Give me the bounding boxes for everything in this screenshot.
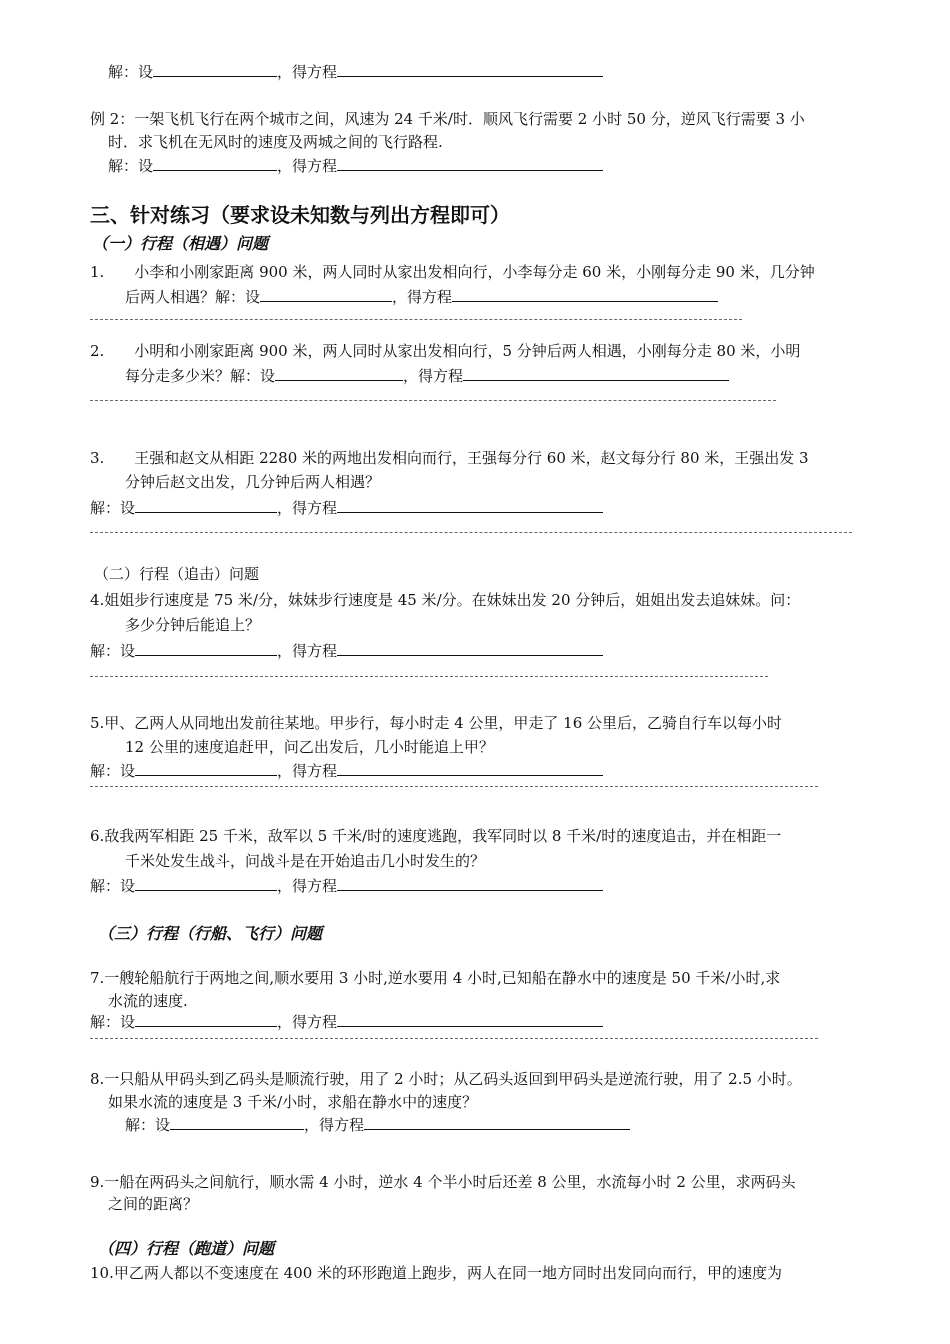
answer-blank[interactable]: [275, 364, 403, 381]
answer-blank[interactable]: [135, 1010, 277, 1027]
question-8-line-2: 如果水流的速度是 3 千米/小时，求船在静水中的速度？: [108, 1093, 478, 1111]
solve-line: [108, 60, 603, 84]
question-2-line-1: 2. 小明和小刚家距离 900 米，两人同时从家出发相向行，5 分钟后两人相遇，小刚每分走 80 米，小明: [90, 342, 801, 360]
question-5-line-1: 5.甲、乙两人从同地出发前往某地。甲步行，每小时走 4 公里，甲走了 16 公里后，乙骑自行车以每小时: [90, 714, 783, 732]
question-1-text: 后两人相遇？解：设: [125, 288, 261, 306]
question-4-line-2: 多少分钟后能追上？: [125, 616, 261, 634]
question-8-line-1: 8.一只船从甲码头到乙码头是顺流行驶，用了 2 小时；从乙码头返回到甲码头是逆流行驶，用了 2.5 小时。: [90, 1070, 802, 1088]
equation-prefix: ，得方程: [277, 63, 338, 81]
question-9-line-1: 9.一船在两码头之间航行，顺水需 4 小时，逆水 4 个半小时后还差 8 公里，水流每小时 2 公里，求两码头: [90, 1173, 796, 1191]
equation-blank[interactable]: [337, 759, 603, 776]
dashed-divider: [90, 532, 852, 533]
solve-line: [90, 496, 603, 520]
question-9-line-2: 之间的距离？: [108, 1195, 199, 1213]
equation-prefix: ，得方程: [277, 1013, 338, 1031]
equation-blank[interactable]: [463, 364, 729, 381]
question-10-line-1: 10.甲乙两人都以不变速度在 400 米的环形跑道上跑步，两人在同一地方同时出发同向而行，甲的速度为: [90, 1264, 783, 1282]
solve-prefix: 解：设: [125, 1116, 171, 1134]
equation-blank[interactable]: [337, 874, 603, 891]
answer-blank[interactable]: [260, 285, 392, 302]
equation-blank[interactable]: [337, 1010, 603, 1027]
question-6-line-2: 千米处发生战斗，问战斗是在开始追击几小时发生的？: [125, 852, 486, 870]
solve-prefix: 解：设: [90, 1013, 136, 1031]
equation-prefix: ，得方程: [277, 157, 338, 175]
question-7-line-2: 水流的速度.: [108, 992, 188, 1010]
solve-line: [90, 874, 603, 898]
equation-blank[interactable]: [337, 60, 603, 77]
question-5-line-2: 12 公里的速度追赶甲，问乙出发后，几小时能追上甲？: [125, 738, 494, 756]
equation-prefix: ，得方程: [277, 762, 338, 780]
question-6-line-1: 6.敌我两军相距 25 千米，敌军以 5 千米/时的速度逃跑，我军同时以 8 千米/时的速度追击，并在相距一: [90, 827, 782, 845]
solve-prefix: 解：设: [108, 63, 154, 81]
answer-blank[interactable]: [135, 874, 277, 891]
question-7-line-1: 7.一艘轮船航行于两地之间,顺水要用 3 小时,逆水要用 4 小时,已知船在静水中的速度是 50 千米/小时,求: [90, 969, 781, 987]
equation-prefix: ，得方程: [304, 1116, 365, 1134]
solve-line: [90, 639, 603, 663]
answer-blank[interactable]: [135, 759, 277, 776]
question-1-line-1: 1. 小李和小刚家距离 900 米，两人同时从家出发相向行，小李每分走 60 米，小刚每分走 90 米，几分钟: [90, 263, 815, 281]
solve-prefix: 解：设: [90, 499, 136, 517]
solve-line: [125, 1113, 630, 1137]
answer-blank[interactable]: [153, 60, 277, 77]
equation-blank[interactable]: [452, 285, 718, 302]
solve-prefix: 解：设: [90, 642, 136, 660]
answer-blank[interactable]: [135, 496, 277, 513]
equation-prefix: ，得方程: [277, 642, 338, 660]
question-2-text: 每分走多少米？解：设: [125, 367, 276, 385]
subsection-title: （一）行程（相遇）问题: [92, 234, 269, 253]
question-3-line-1: 3. 王强和赵文从相距 2280 米的两地出发相向而行，王强每分行 60 米，赵文每分行 80 米，王强出发 3: [90, 449, 809, 467]
solve-prefix: 解：设: [108, 157, 154, 175]
solve-line: [90, 1010, 603, 1034]
equation-blank[interactable]: [337, 496, 603, 513]
equation-blank[interactable]: [337, 154, 603, 171]
subsection-title: （四）行程（跑道）问题: [98, 1239, 275, 1258]
dashed-divider: [90, 1038, 818, 1039]
answer-blank[interactable]: [170, 1113, 304, 1130]
equation-prefix: ，得方程: [403, 367, 464, 385]
solve-line: [90, 759, 603, 783]
dashed-divider: [90, 786, 818, 787]
equation-prefix: ，得方程: [277, 499, 338, 517]
equation-prefix: ，得方程: [277, 877, 338, 895]
example-2-line-1: 例 2：一架飞机飞行在两个城市之间，风速为 24 千米/时．顺风飞行需要 2 小时 50 分，逆风飞行需要 3 小: [90, 110, 805, 128]
solve-prefix: 解：设: [90, 877, 136, 895]
answer-blank[interactable]: [135, 639, 277, 656]
dashed-divider: [90, 319, 742, 320]
question-3-line-2: 分钟后赵文出发，几分钟后两人相遇？: [125, 473, 381, 491]
dashed-divider: [90, 400, 776, 401]
section-title: 三、针对练习（要求设未知数与列出方程即可）: [90, 203, 510, 227]
example-2-line-2: 时．求飞机在无风时的速度及两城之间的飞行路程.: [108, 133, 443, 151]
question-4-line-1: 4.姐姐步行速度是 75 米/分，妹妹步行速度是 45 米/分。在妹妹出发 20 分钟后，姐姐出发去追妹妹。问：: [90, 591, 801, 609]
solve-line: [108, 154, 603, 178]
question-2-line-2: [125, 364, 729, 388]
equation-blank[interactable]: [337, 639, 603, 656]
dashed-divider: [90, 676, 768, 677]
answer-blank[interactable]: [153, 154, 277, 171]
subsection-title: （二）行程（追击）问题: [94, 565, 260, 583]
equation-blank[interactable]: [364, 1113, 630, 1130]
equation-prefix: ，得方程: [392, 288, 453, 306]
subsection-title: （三）行程（行船、飞行）问题: [98, 924, 323, 943]
question-1-line-2: [125, 285, 718, 309]
solve-prefix: 解：设: [90, 762, 136, 780]
